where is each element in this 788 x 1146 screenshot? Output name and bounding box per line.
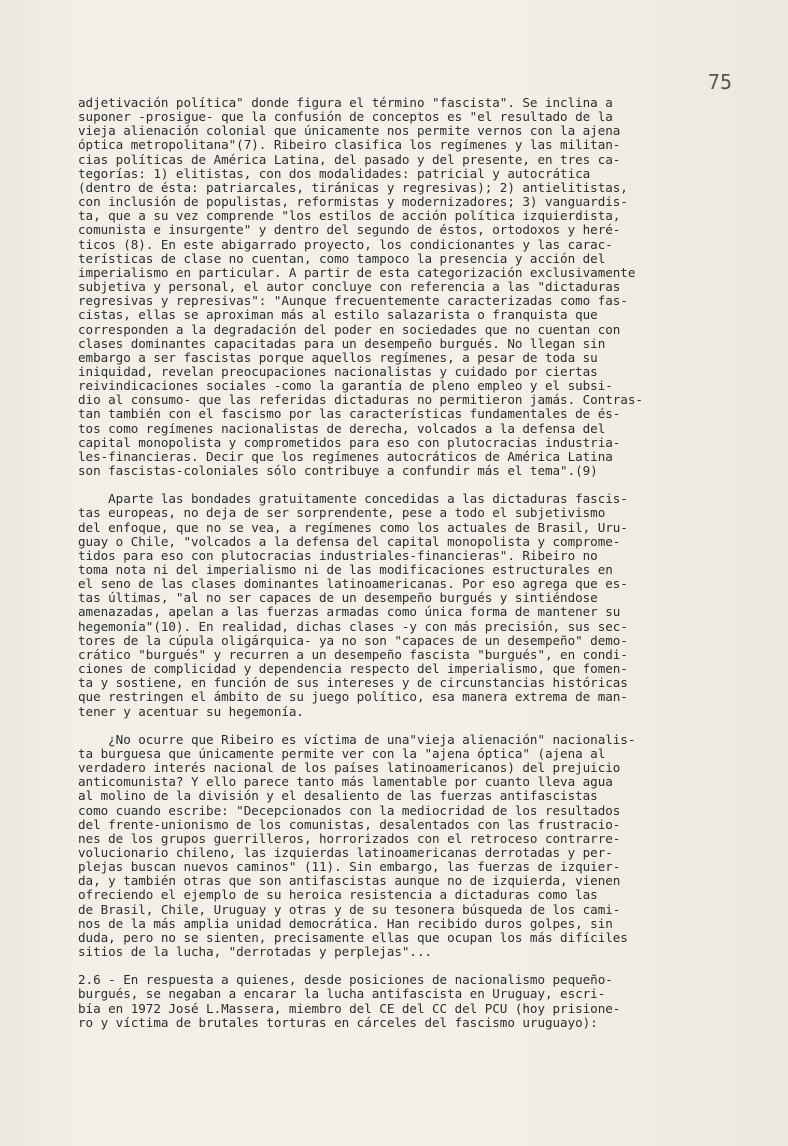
text-line: plejas buscan nuevos caminos" (11). Sin embargo, las fuerzas de izquier- xyxy=(78,859,621,875)
text-line: ¿No ocurre que Ribeiro es víctima de una"vieja alienación" nacionalis- xyxy=(78,731,636,747)
text-line: nes de los grupos guerrilleros, horrorizados con el retroceso contrarre- xyxy=(78,830,621,846)
page-number: 75 xyxy=(707,70,732,94)
text-line: cias políticas de América Latina, del pasado y del presente, en tres ca- xyxy=(78,151,621,167)
text-line: terísticas de clase no cuentan, como tampoco la presencia y acción del xyxy=(78,250,606,266)
text-line: regresivas y represivas": "Aunque frecuentemente caracterizadas como fas- xyxy=(78,293,628,309)
text-line: del enfoque, que no se vea, a regímenes como los actuales de Brasil, Uru- xyxy=(78,519,628,535)
text-line: adjetivación política" donde figura el término "fascista". Se inclina a xyxy=(78,95,613,110)
text-line: ta y sostiene, en función de sus intereses y de circunstancias históricas xyxy=(78,675,628,691)
text-line: verdadero interés nacional de los países latinoamericanos) del prejuicio xyxy=(78,760,621,776)
paragraph xyxy=(78,492,758,719)
text-line: suponer -prosigue- que la confusión de conceptos es "el resultado de la xyxy=(78,109,613,125)
text-line: ro y víctima de brutales torturas en cárceles del fascismo uruguayo): xyxy=(78,1014,598,1030)
text-line: del frente-unionismo de los comunistas, desalentados con las frustracio- xyxy=(78,816,621,832)
text-line: ciones de complicidad y dependencia respecto del imperialismo, que fomen- xyxy=(78,661,628,677)
text-line: toma nota ni del imperialismo ni de las modificaciones estructurales en xyxy=(78,562,613,577)
text-line: corresponden a la degradación del poder en sociedades que no cuentan con xyxy=(78,321,621,337)
text-line: ofreciendo el ejemplo de su heroica resistencia a dictaduras como las xyxy=(78,887,598,903)
text-line: crático "burgués" y recurren a un desempeño fascista "burgués", en condi- xyxy=(78,646,628,662)
text-line: guay o Chile, "volcados a la defensa del capital monopolista y comprome- xyxy=(78,533,621,549)
paragraph-gap xyxy=(78,478,758,492)
text-line: son fascistas-coloniales sólo contribuye a confundir más el tema".(9) xyxy=(78,463,598,479)
text-line: tidos para eso con plutocracias industriales-financieras". Ribeiro no xyxy=(78,547,598,563)
text-line: (dentro de ésta: patriarcales, tiránicas y regresivas); 2) antielitistas, xyxy=(78,179,628,195)
text-line: el seno de las clases dominantes latinoamericanas. Por eso agrega que es- xyxy=(78,576,628,592)
text-line: tores de la cúpula oligárquica- ya no son "capaces de un desempeño" demo- xyxy=(78,632,628,648)
text-line: óptica metropolitana"(7). Ribeiro clasifica los regímenes y las militan- xyxy=(78,137,621,153)
text-line: cistas, ellas se aproximan más al estilo salazarista o franquista que xyxy=(78,307,598,323)
text-line: tegorías: 1) elitistas, con dos modalidades: patricial y autocrática xyxy=(78,165,591,181)
paragraph xyxy=(78,733,758,960)
text-line: con inclusión de populistas, reformistas y modernizadores; 3) vanguardis- xyxy=(78,194,628,210)
text-line: tan también con el fascismo por las características fundamentales de és- xyxy=(78,406,621,422)
text-line: nos de la más amplia unidad democrática. Han recibido duros golpes, sin xyxy=(78,915,613,931)
text-line: anticomunista? Y ello parece tanto más lamentable por cuanto lleva agua xyxy=(78,774,613,790)
paragraph xyxy=(78,973,758,1030)
text-line: tas últimas, "al no ser capaces de un desempeño burgués y sintiéndose xyxy=(78,590,598,606)
text-line: sitios de la lucha, "derrotadas y perplejas"... xyxy=(78,944,433,960)
text-line: tas europeas, no deja de ser sorprendente, pese a todo el subjetivismo xyxy=(78,505,606,521)
text-line: bía en 1972 José L.Massera, miembro del CE del CC del PCU (hoy prisione- xyxy=(78,1000,621,1016)
text-line: iniquidad, revelan preocupaciones nacionalistas y cuidado por ciertas xyxy=(78,363,598,379)
text-line: tos como regímenes nacionalistas de derecha, volcados a la defensa del xyxy=(78,420,606,436)
text-line: vieja alienación colonial que únicamente nos permite vernos con la ajena xyxy=(78,123,621,139)
text-line: les-financieras. Decir que los regímenes autocráticos de América Latina xyxy=(78,448,613,464)
text-line: Aparte las bondades gratuitamente concedidas a las dictaduras fascis- xyxy=(78,491,628,507)
text-line: hegemonía"(10). En realidad, dichas clases -y con más precisión, sus sec- xyxy=(78,618,628,634)
text-line: reivindicaciones sociales -como la garantía de pleno empleo y el subsi- xyxy=(78,378,613,394)
text-line: tener y acentuar su hegemonía. xyxy=(78,703,304,719)
paragraph xyxy=(78,96,758,478)
text-line: volucionario chileno, las izquierdas latinoamericanas derrotadas y per- xyxy=(78,844,613,860)
text-line: da, y también otras que son antifascistas aunque no de izquierda, vienen xyxy=(78,873,621,889)
text-line: ta burguesa que únicamente permite ver con la "ajena óptica" (ajena al xyxy=(78,745,606,761)
text-line: que restringen el ámbito de su juego político, esa manera extrema de man- xyxy=(78,689,628,705)
text-line: dio al consumo- que las referidas dictaduras no permitieron jamás. Contras- xyxy=(78,392,643,408)
text-line: 2.6 - En respuesta a quienes, desde posiciones de nacionalismo pequeño- xyxy=(78,972,613,988)
text-line: como cuando escribe: "Decepcionados con la mediocridad de los resultados xyxy=(78,802,621,818)
text-line: capital monopolista y comprometidos para eso con plutocracias industria- xyxy=(78,434,621,450)
text-line: ta, que a su vez comprende "los estilos de acción política izquierdista, xyxy=(78,208,621,224)
text-line: ticos (8). En este abigarrado proyecto, los condicionantes y las carac- xyxy=(78,236,613,252)
text-line: duda, pero no se sienten, precisamente ellas que ocupan los más difíciles xyxy=(78,929,628,945)
body-text xyxy=(78,96,758,1030)
paragraph-gap xyxy=(78,959,758,973)
text-line: embargo a ser fascistas porque aquellos regímenes, a pesar de toda su xyxy=(78,349,598,365)
text-line: de Brasil, Chile, Uruguay y otras y de su tesonera búsqueda de los cami- xyxy=(78,901,621,917)
text-line: comunista e insurgente" y dentro del segundo de éstos, ortodoxos y heré- xyxy=(78,222,621,238)
text-line: imperialismo en particular. A partir de esta categorización exclusivamente xyxy=(78,264,636,280)
text-line: clases dominantes capacitadas para un desempeño burgués. No llegan sin xyxy=(78,335,606,351)
paragraph-gap xyxy=(78,719,758,733)
text-line: burgués, se negaban a encarar la lucha antifascista en Uruguay, escri- xyxy=(78,986,606,1002)
text-line: al molino de la división y el desaliento de las fuerzas antifascistas xyxy=(78,788,598,804)
text-line: subjetiva y personal, el autor concluye con referencia a las "dictaduras xyxy=(78,279,621,295)
text-line: amenazadas, apelan a las fuerzas armadas como única forma de mantener su xyxy=(78,604,621,620)
